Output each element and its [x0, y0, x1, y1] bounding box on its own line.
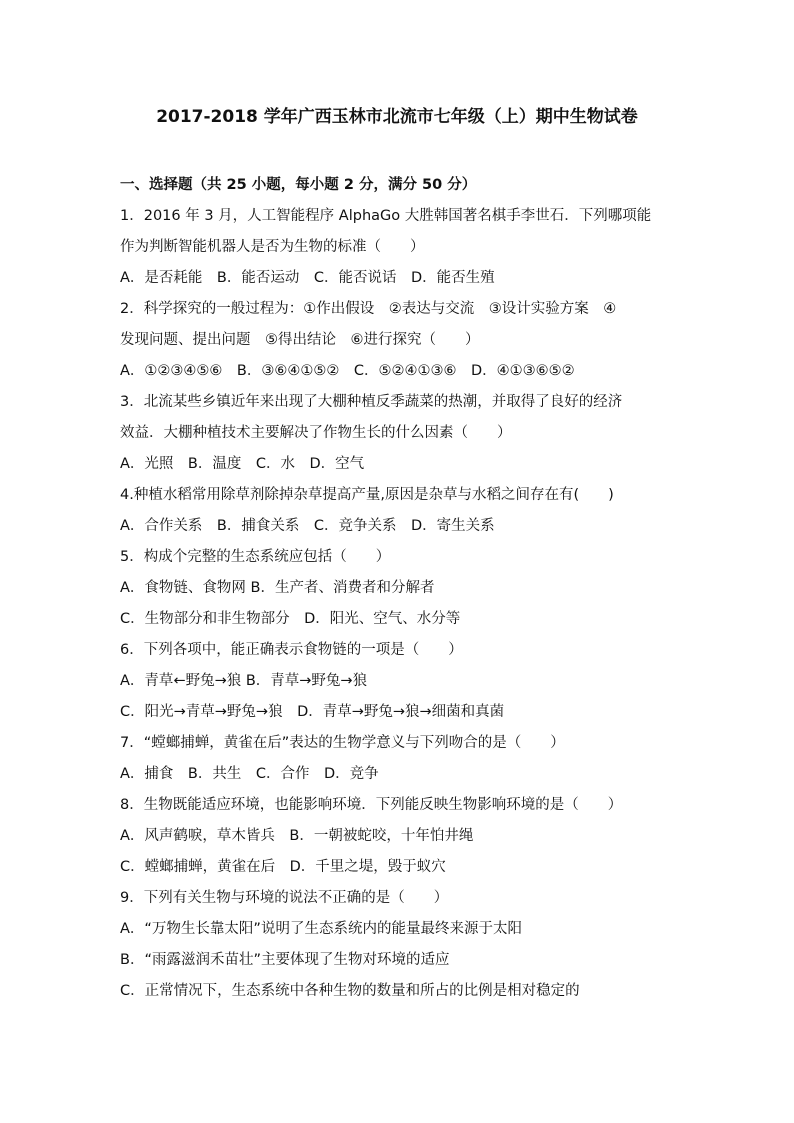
answer-options: C．正常情况下，生态系统中各种生物的数量和所占的比例是相对稳定的 [120, 983, 580, 999]
question-line: 7．“螳螂捕蝉，黄雀在后”表达的生物学意义与下列吻合的是（ ） [120, 735, 565, 751]
answer-options: C．阳光→青草→野兔→狼 D．青草→野兔→狼→细菌和真菌 [120, 704, 505, 720]
question-body [120, 170, 680, 1007]
question-line: 1．2016 年 3 月，人工智能程序 AlphaGo 大胜韩国著名棋手李世石．下列哪项能 [120, 208, 652, 224]
question-line: 2．科学探究的一般过程为：①作出假设 ②表达与交流 ③设计实验方案 ④ [120, 301, 617, 317]
answer-options: A．风声鹤唳，草木皆兵 B．一朝被蛇咬，十年怕井绳 [120, 828, 474, 844]
answer-options: A．光照 B．温度 C．水 D．空气 [120, 456, 365, 472]
page-title: 2017-2018 学年广西玉林市北流市七年级（上）期中生物试卷 [156, 107, 638, 127]
question-line: 6．下列各项中，能正确表示食物链的一项是（ ） [120, 642, 463, 658]
section-heading: 一、选择题（共 25 小题，每小题 2 分，满分 50 分） [120, 177, 477, 193]
answer-options: A．是否耗能 B．能否运动 C．能否说话 D．能否生殖 [120, 270, 495, 286]
answer-options: A．“万物生长靠太阳”说明了生态系统内的能量最终来源于太阳 [120, 921, 522, 937]
question-line: 3．北流某些乡镇近年来出现了大棚种植反季蔬菜的热潮，并取得了良好的经济 [120, 394, 623, 410]
answer-options: A．食物链、食物网 B．生产者、消费者和分解者 [120, 580, 435, 596]
question-line: 8．生物既能适应环境，也能影响环境．下列能反映生物影响环境的是（ ） [120, 797, 623, 813]
question-line: 作为判断智能机器人是否为生物的标准（ ） [120, 239, 425, 255]
question-line: 5．构成个完整的生态系统应包括（ ） [120, 549, 391, 565]
answer-options: C．螳螂捕蝉，黄雀在后 D．千里之堤，毁于蚁穴 [120, 859, 446, 875]
answer-options: C．生物部分和非生物部分 D．阳光、空气、水分等 [120, 611, 461, 627]
answer-options: B．“雨露滋润禾苗壮”主要体现了生物对环境的适应 [120, 952, 450, 968]
answer-options: A．青草←野兔→狼 B．青草→野兔→狼 [120, 673, 368, 689]
answer-options: A．合作关系 B．捕食关系 C．竞争关系 D．寄生关系 [120, 518, 495, 534]
answer-options: A．捕食 B．共生 C．合作 D．竞争 [120, 766, 379, 782]
answer-options: A．①②③④⑤⑥ B．③⑥④①⑤② C．⑤②④①③⑥ D．④①③⑥⑤② [120, 363, 575, 379]
question-line: 4.种植水稻常用除草剂除掉杂草提高产量,原因是杂草与水稻之间存在有( ) [120, 487, 614, 503]
question-line: 9．下列有关生物与环境的说法不正确的是（ ） [120, 890, 449, 906]
question-line: 效益．大棚种植技术主要解决了作物生长的什么因素（ ） [120, 425, 512, 441]
question-line: 发现问题、提出问题 ⑤得出结论 ⑥进行探究（ ） [120, 332, 480, 348]
